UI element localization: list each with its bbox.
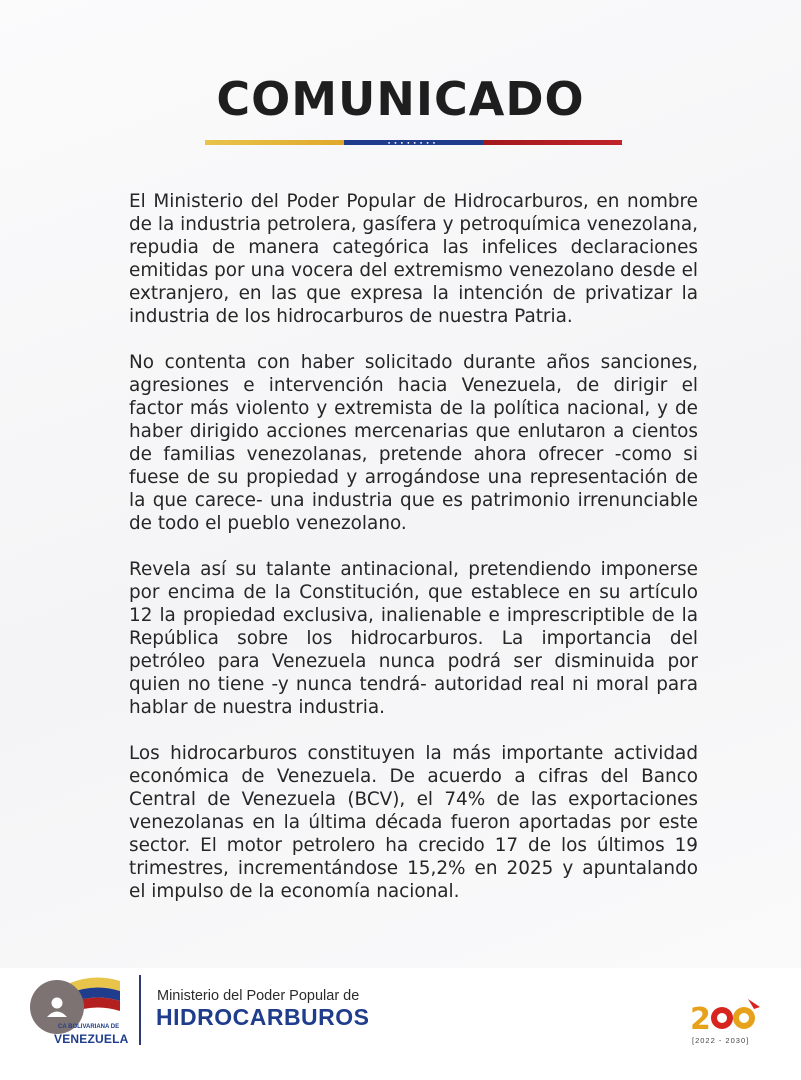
communique-body bbox=[129, 190, 698, 926]
plan-years: [2022 - 2030] bbox=[692, 1036, 750, 1045]
paragraph-1: El Ministerio del Poder Popular de Hidrocarburos, en nombre de la industria petrolera, gasífera y petroquímica venezolana, repudia de manera categórica las infelices declaraciones emitidas por una vocera del extremismo venezolano desde el extranjero, en las que expresa la intención de privatizar la industria de los hidrocarburos de nuestra Patria. bbox=[129, 191, 698, 327]
venezuela-label: VENEZUELA bbox=[54, 1032, 129, 1046]
svg-text:2: 2 bbox=[690, 1002, 711, 1037]
ministry-name: HIDROCARBUROS bbox=[156, 1004, 370, 1030]
paragraph-3: Revela así su talante antinacional, pretendiendo imponerse por encima de la Constitución, que establece en su artículo 12 la propiedad exclusiva, inalienable e imprescriptible de la República sobre los hidrocarburos. La importancia del petróleo para Venezuela nunca podrá ser disminuida por quien no tiene -y nunca tendrá- autoridad real ni moral para hablar de nuestra industria. bbox=[129, 559, 698, 718]
paragraph-2: No contenta con haber solicitado durante años sanciones, agresiones e intervención hacia Venezuela, de dirigir el factor más violento y extremista de la política nacional, y de haber dirigido acciones mercenarias que enlutaron a cientos de familias venezolanas, pretende ahora ofrecer -como si fuese de su propiedad y arrogándose una representación de la que carece- una industria que es patrimonio irrenunciable de todo el pueblo venezolano. bbox=[129, 352, 698, 534]
star-row-icon: ●●●●●●●● bbox=[387, 140, 440, 145]
tricolor-divider bbox=[205, 140, 622, 145]
paragraph-4: Los hidrocarburos constituyen la más importante actividad económica de Venezuela. De acuerdo a cifras del Banco Central de Venezuela (BCV), el 74% de las exportaciones venezolanas en la última década fueron aportadas por este sector. El motor petrolero ha crecido 17 de los últimos 19 trimestres, incrementándose 15,2% en 2025 y apuntalando el impulso de la economía nacional. bbox=[129, 743, 698, 902]
divider-red bbox=[483, 140, 622, 145]
ministry-line: Ministerio del Poder Popular de bbox=[157, 988, 360, 1004]
divider-yellow bbox=[205, 140, 344, 145]
republic-label: CA BOLIVARIANA DE bbox=[58, 1024, 120, 1030]
divider-blue bbox=[344, 140, 483, 145]
page-title: COMUNICADO bbox=[216, 72, 585, 126]
footer-divider bbox=[139, 975, 141, 1045]
